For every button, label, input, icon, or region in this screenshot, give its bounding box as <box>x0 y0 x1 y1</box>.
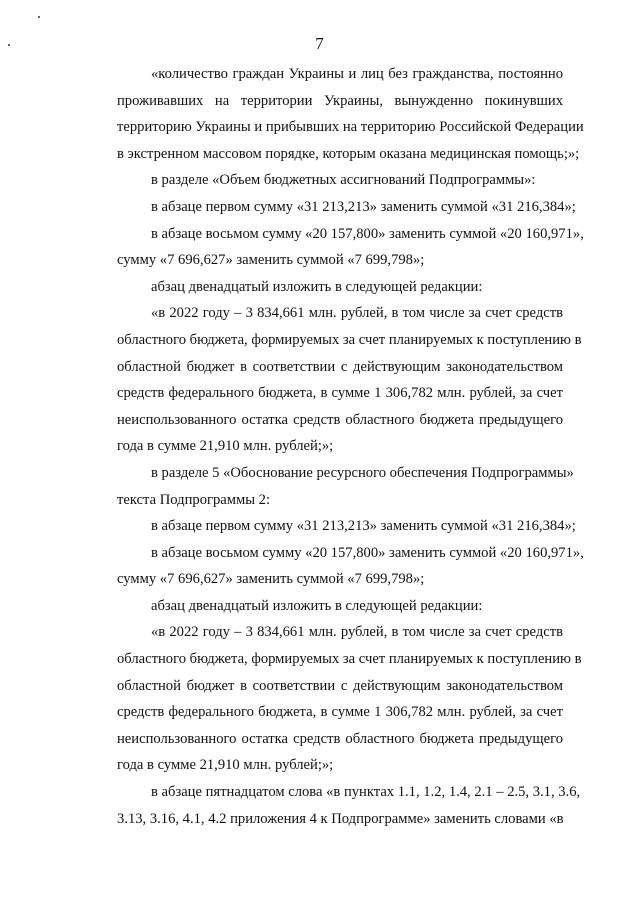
paragraph <box>83 619 582 779</box>
text-line: года в сумме 21,910 млн. рублей;»; <box>117 438 334 455</box>
text-line: года в сумме 21,910 млн. рублей;»; <box>117 757 334 774</box>
text-line: в абзаце первом сумму «31 213,213» заменить суммой «31 216,384»; <box>151 518 576 535</box>
text-line: в абзаце первом сумму «31 213,213» заменить суммой «31 216,384»; <box>151 198 576 215</box>
text-line: территорию Украины и прибывших на территорию Российской Федерации <box>117 119 584 136</box>
text-line: «количество граждан Украины и лиц без гражданства, постоянно <box>151 66 563 82</box>
text-line: областной бюджет в соответствии с действующим законодательством <box>117 358 563 375</box>
text-line: в экстренном массовом порядке, которым оказана медицинская помощь;»; <box>117 145 580 162</box>
text-line: неиспользованного остатка средств областного бюджета предыдущего <box>117 411 563 428</box>
paragraph <box>83 221 584 274</box>
text-line: «в 2022 году – 3 834,661 млн. рублей, в том числе за счет средств <box>151 624 563 641</box>
text-line: в абзаце восьмом сумму «20 157,800» заменить суммой «20 160,971», <box>151 544 584 561</box>
text-line: сумму «7 696,627» заменить суммой «7 699,798»; <box>117 571 425 588</box>
document-body <box>83 61 584 832</box>
text-line: «в 2022 году – 3 834,661 млн. рублей, в том числе за счет средств <box>151 305 563 322</box>
paragraph <box>83 274 563 301</box>
text-line: областного бюджета, формируемых за счет планируемых к поступлению в <box>117 651 582 668</box>
text-line: текста Подпрограммы 2: <box>117 491 271 508</box>
paragraph <box>83 167 563 194</box>
text-line: проживавших на территории Украины, вынужденно покинувших <box>117 92 563 109</box>
paragraph <box>83 300 582 460</box>
text-line: сумму «7 696,627» заменить суммой «7 699,798»; <box>117 252 425 269</box>
text-line: в разделе 5 «Обоснование ресурсного обеспечения Подпрограммы» <box>151 464 574 481</box>
paragraph <box>83 513 576 540</box>
text-line: абзац двенадцатый изложить в следующей редакции: <box>151 597 483 614</box>
paragraph <box>83 61 584 167</box>
page-number: 7 <box>315 34 324 53</box>
scan-speck <box>38 16 40 18</box>
text-line: в абзаце восьмом сумму «20 157,800» заменить суммой «20 160,971», <box>151 225 584 242</box>
paragraph <box>83 194 576 221</box>
text-line: средств федерального бюджета, в сумме 1 306,782 млн. рублей, за счет <box>117 385 563 402</box>
text-line: неиспользованного остатка средств областного бюджета предыдущего <box>117 730 563 747</box>
text-line: 3.13, 3.16, 4.1, 4.2 приложения 4 к Подпрограмме» заменить словами «в <box>117 810 564 827</box>
paragraph <box>83 779 581 832</box>
text-line: областного бюджета, формируемых за счет планируемых к поступлению в <box>117 331 582 348</box>
text-line: в абзаце пятнадцатом слова «в пунктах 1.1, 1.2, 1.4, 2.1 – 2.5, 3.1, 3.6, <box>151 784 581 801</box>
text-line: в разделе «Объем бюджетных ассигнований Подпрограммы»: <box>151 172 536 189</box>
paragraph <box>83 460 574 513</box>
text-line: абзац двенадцатый изложить в следующей редакции: <box>151 278 483 295</box>
paragraph <box>83 593 563 620</box>
text-line: средств федерального бюджета, в сумме 1 306,782 млн. рублей, за счет <box>117 704 563 721</box>
paragraph <box>83 540 584 593</box>
text-line: областной бюджет в соответствии с действующим законодательством <box>117 677 563 694</box>
